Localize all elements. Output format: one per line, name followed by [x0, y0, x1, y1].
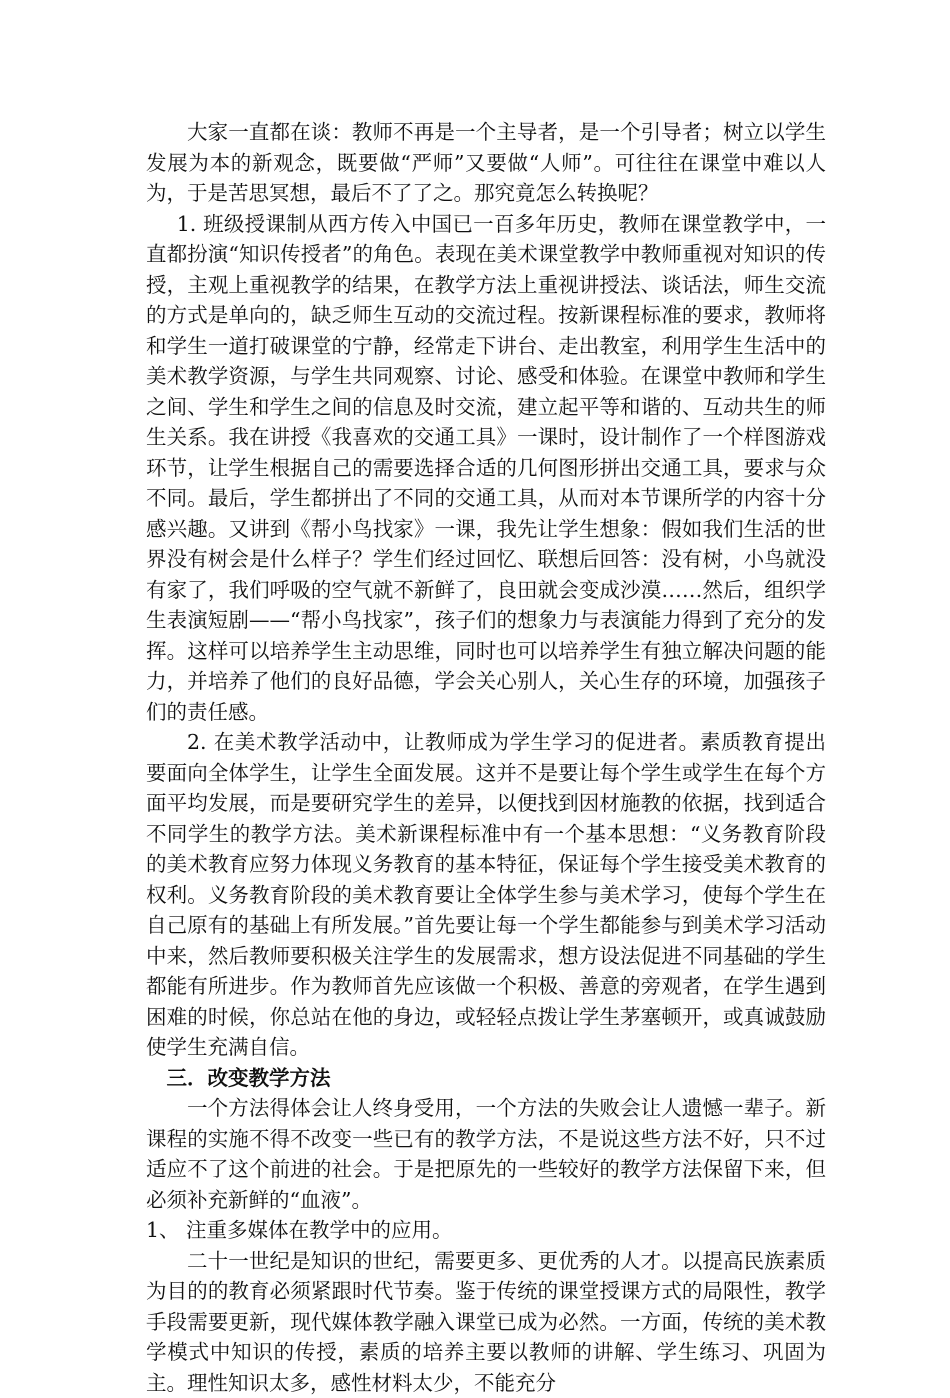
point-1-paragraph: 1. 班级授课制从西方传入中国已一百多年历史，教师在课堂教学中，一直都扮演“知识传授者”的角色。表现在美术课堂教学中教师重视对知识的传授，主观上重视教学的结果，在教学方法上重视讲授法、谈话法，师生交流的方式是单向的，缺乏师生互动的交流过程。按新课程标准的要求，教师将和学生一道打破课堂的宁静，经常走下讲台、走出教室，利用学生生活中的美术教学资源，与学生共同观察、讨论、感受和体验。在课堂中教师和学生之间、学生和学生之间的信息及时交流，建立起平等和谐的、互动共生的师生关系。我在讲授《我喜欢的交通工具》一课时，设计制作了一个样图游戏环节，让学生根据自己的需要选择合适的几何图形拼出交通工具，要求与众不同。最后，学生都拼出了不同的交通工具，从而对本节课所学的内容十分感兴趣。又讲到《帮小鸟找家》一课，我先让学生想象：假如我们生活的世界没有树会是什么样子？学生们经过回忆、联想后回答：没有树，小鸟就没有家了，我们呼吸的空气就不新鲜了，良田就会变成沙漠……然后，组织学生表演短剧——“帮小鸟找家”，孩子们的想象力与表演能力得到了充分的发挥。这样可以培养学生主动思维，同时也可以培养学生有独立解决问题的能力，并培养了他们的良好品德，学会关心别人，关心生存的环境，加强孩子们的责任感。	[146, 209, 826, 728]
point-2-paragraph: 2. 在美术教学活动中，让教师成为学生学习的促进者。素质教育提出要面向全体学生，让学生全面发展。这并不是要让每个学生或学生在每个方面平均发展，而是要研究学生的差异，以便找到因材施教的依据，找到适合不同学生的教学方法。美术新课程标准中有一个基本思想：“义务教育阶段的美术教育应努力体现义务教育的基本特征，保证每个学生接受美术教育的权利。义务教育阶段的美术教育要让全体学生参与美术学习，使每个学生在自己原有的基础上有所发展。”首先要让每一个学生都能参与到美术学习活动中来，然后教师要积极关注学生的发展需求，想方设法促进不同基础的学生都能有所进步。作为教师首先应该做一个积极、善意的旁观者，在学生遇到困难的时候，你总站在他的身边，或轻轻点拨让学生茅塞顿开，或真诚鼓励使学生充满自信。	[146, 727, 826, 1063]
section-3-heading: 三．改变教学方法	[146, 1063, 826, 1094]
section-3-intro-paragraph: 一个方法得体会让人终身受用，一个方法的失败会让人遗憾一辈子。新课程的实施不得不改变一些已有的教学方法，不是说这些方法不好，只不过适应不了这个前进的社会。于是把原先的一些较好的教学方法保留下来，但必须补充新鲜的“血液”。	[146, 1093, 826, 1215]
document-body	[146, 117, 826, 1398]
list-item-1-label: 1、 注重多媒体在教学中的应用。	[146, 1215, 826, 1246]
list-item-1-body: 二十一世纪是知识的世纪，需要更多、更优秀的人才。以提高民族素质为目的的教育必须紧跟时代节奏。鉴于传统的课堂授课方式的局限性，教学手段需要更新，现代媒体教学融入课堂已成为必然。一方面，传统的美术教学模式中知识的传授，素质的培养主要以教师的讲解、学生练习、巩固为主。理性知识太多，感性材料太少，不能充分	[146, 1246, 826, 1398]
intro-paragraph: 大家一直都在谈：教师不再是一个主导者，是一个引导者；树立以学生发展为本的新观念，既要做“严师”又要做“人师”。可往往在课堂中难以人为，于是苦思冥想，最后不了了之。那究竟怎么转换呢？	[146, 117, 826, 209]
